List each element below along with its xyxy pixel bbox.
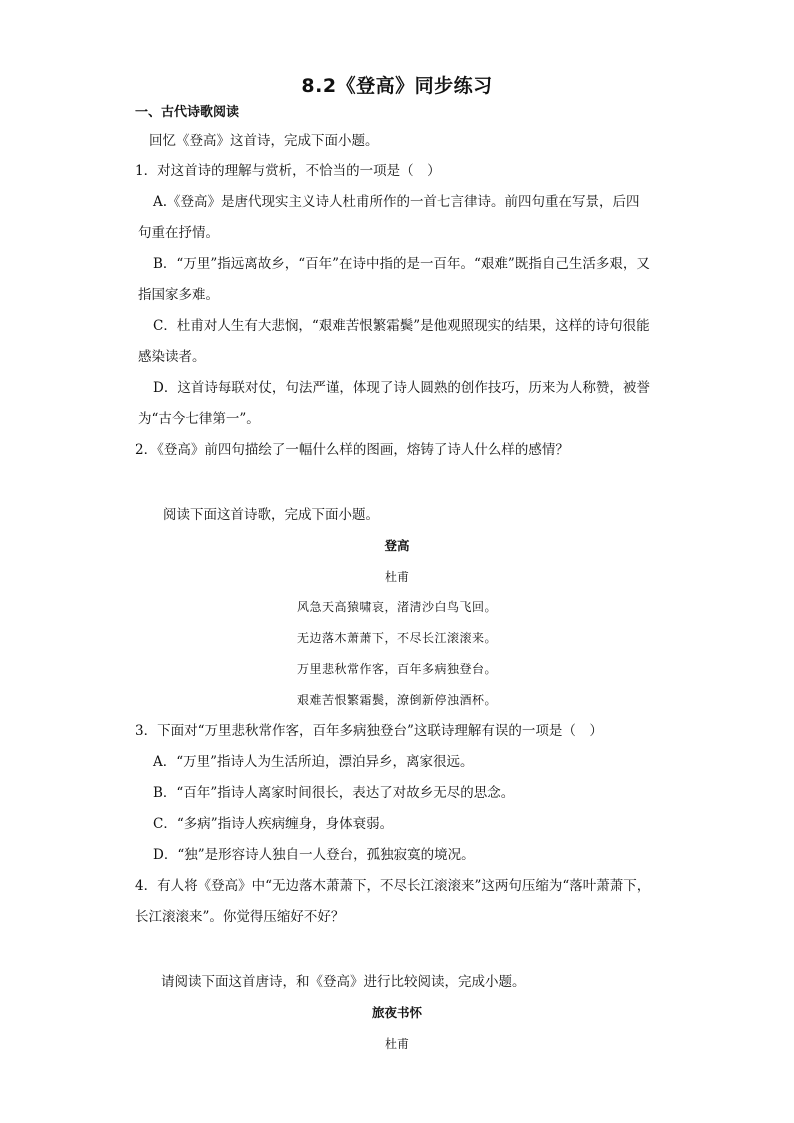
poem-author: 杜甫 — [384, 570, 409, 584]
q1-option-a-continued: 句重在抒情。 — [138, 225, 219, 241]
poem-line: 风急天高猿啸哀，渚清沙白鸟飞回。 — [296, 600, 497, 614]
q3-option-d: D．“独”是形容诗人独自一人登台，孤独寂寞的境况。 — [153, 847, 475, 863]
section-heading: 一、古代诗歌阅读 — [135, 105, 240, 120]
q1-option-d-continued: 为“古今七律第一”。 — [138, 411, 260, 427]
question-1-stem: 1．对这首诗的理解与赏析，不恰当的一项是（ ） — [135, 163, 441, 179]
poem-title: 旅夜书怀 — [371, 1005, 422, 1020]
q1-option-c: C．杜甫对人生有大悲悯，“艰难苦恨繁霜鬓”是他观照现实的结果，这样的诗句很能 — [153, 318, 650, 334]
question-4-stem-continued: 长江滚滚来”。你觉得压缩好不好？ — [135, 909, 345, 925]
q3-option-b: B．“百年”指诗人离家时间很长，表达了对故乡无尽的思念。 — [153, 785, 515, 801]
q1-option-b-continued: 指国家多难。 — [138, 287, 219, 303]
question-4-stem: 4．有人将《登高》中“无边落木萧萧下，不尽长江滚滚来”这两句压缩为“落叶萧萧下， — [135, 878, 651, 894]
q1-option-d: D．这首诗每联对仗，句法严谨，体现了诗人圆熟的创作技巧，历来为人称赞，被誉 — [153, 380, 650, 396]
q3-option-c: C．“多病”指诗人疾病缠身，身体衰弱。 — [153, 816, 394, 832]
instruction-text: 阅读下面这首诗歌，完成下面小题。 — [163, 507, 379, 523]
poem-line: 万里悲秋常作客，百年多病独登台。 — [296, 662, 497, 676]
poem-author: 杜甫 — [384, 1037, 409, 1051]
q3-option-a: A．“万里”指诗人为生活所迫，漂泊异乡，离家很远。 — [153, 754, 474, 770]
poem-line: 无边落木萧萧下，不尽长江滚滚来。 — [296, 631, 497, 645]
poem-line: 艰难苦恨繁霜鬓，潦倒新停浊酒杯。 — [296, 693, 497, 707]
question-3-stem: 3．下面对“万里悲秋常作客，百年多病独登台”这联诗理解有误的一项是（ ） — [135, 723, 603, 739]
q1-option-a: A.《登高》是唐代现实主义诗人杜甫所作的一首七言律诗。前四句重在写景，后四 — [153, 194, 640, 210]
instruction-text: 请阅读下面这首唐诗，和《登高》进行比较阅读，完成小题。 — [161, 974, 526, 990]
instruction-text: 回忆《登高》这首诗，完成下面小题。 — [149, 133, 379, 149]
q1-option-b: B．“万里”指远离故乡，“百年”在诗中指的是一百年。“艰难”既指自己生活多艰，又 — [153, 256, 650, 272]
question-2-stem: 2．《登高》前四句描绘了一幅什么样的图画，熔铸了诗人什么样的感情？ — [135, 442, 569, 458]
poem-title: 登高 — [384, 538, 410, 553]
document-title: 8.2《登高》同步练习 — [301, 75, 493, 97]
q1-option-c-continued: 感染读者。 — [138, 349, 206, 365]
